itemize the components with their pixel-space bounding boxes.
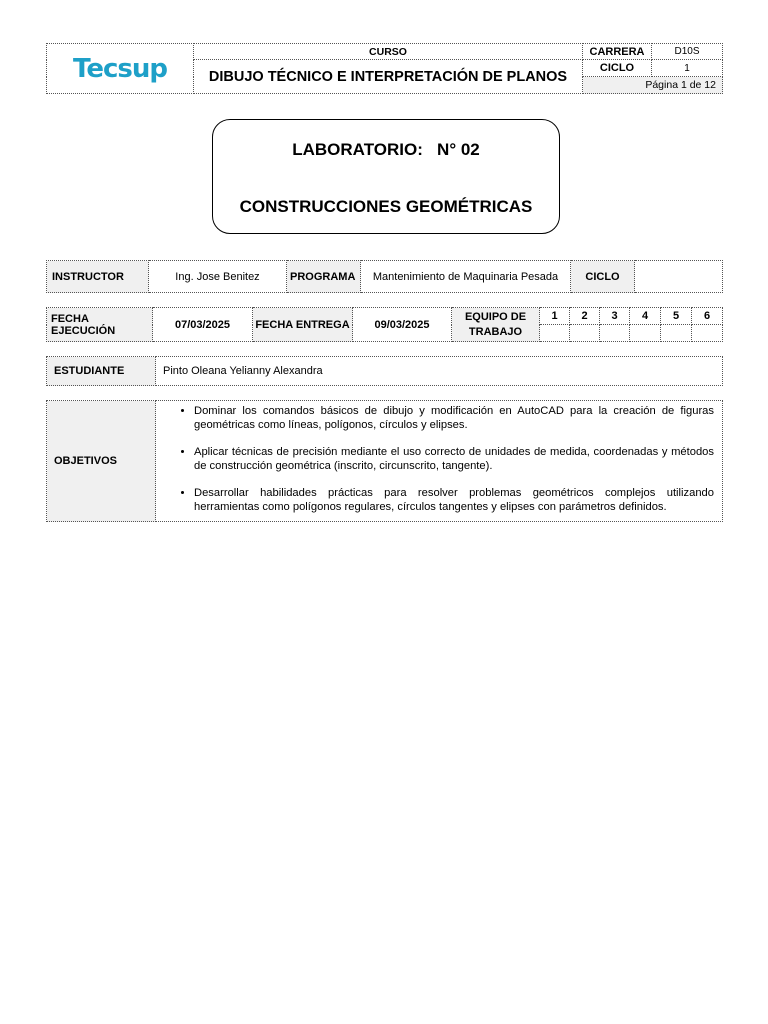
- objetivos-content: [156, 401, 723, 522]
- lab-number: LABORATORIO: N° 02: [292, 140, 480, 159]
- equipo-member-cell: [661, 325, 692, 342]
- equipo-member-cell: [600, 325, 630, 342]
- equipo-member-cell: [540, 325, 570, 342]
- fecha-entrega-value: 09/03/2025: [353, 308, 452, 342]
- carrera-label: CARRERA: [583, 44, 652, 60]
- fecha-entrega-label: FECHA ENTREGA: [253, 308, 353, 342]
- lab-subtitle: CONSTRUCCIONES GEOMÉTRICAS: [239, 197, 533, 216]
- estudiante-label: ESTUDIANTE: [47, 357, 156, 386]
- equipo-number: 2: [570, 308, 600, 325]
- fecha-ejecucion-label: FECHA EJECUCIÓN: [47, 308, 153, 342]
- tecsup-logo: Tecsup: [73, 53, 167, 84]
- equipo-member-cell: [570, 325, 600, 342]
- equipo-number: 6: [692, 308, 723, 325]
- course-title: DIBUJO TÉCNICO E INTERPRETACIÓN DE PLANOS: [194, 60, 583, 94]
- equipo-label-line1: EQUIPO DE: [464, 310, 527, 323]
- logo-cell: [47, 44, 194, 94]
- equipo-number: 5: [661, 308, 692, 325]
- page-number: Página 1 de 12: [583, 77, 723, 94]
- document-header: [46, 43, 723, 94]
- objetivo-item: • Dominar los comandos básicos de dibujo y modificación en AutoCAD para la creación de figuras geométricas como líneas, polígonos, círculos y elipses.: [194, 404, 714, 432]
- equipo-number: 3: [600, 308, 630, 325]
- ciclo-value: 1: [652, 60, 723, 77]
- equipo-number: 4: [630, 308, 661, 325]
- instructor-label: INSTRUCTOR: [47, 261, 149, 293]
- instructor-value: Ing. Jose Benitez: [149, 261, 287, 293]
- dates-table: [46, 307, 723, 342]
- lab-title-box: [212, 119, 560, 234]
- objetivos-list: [156, 404, 722, 514]
- student-table: [46, 356, 723, 386]
- ciclo-label: CICLO: [583, 60, 652, 77]
- objetivo-item: • Desarrollar habilidades prácticas para resolver problemas geométricos complejos utilizando herramientas como polígonos regulares, círculos tangentes y elipses con parámetros definidos.: [194, 486, 714, 514]
- equipo-number: 1: [540, 308, 570, 325]
- equipo-label: [452, 308, 540, 342]
- instructor-table: [46, 260, 723, 293]
- equipo-member-cell: [692, 325, 723, 342]
- objetivos-label: OBJETIVOS: [47, 401, 156, 522]
- ciclo-row-value: [635, 261, 723, 293]
- equipo-member-cell: [630, 325, 661, 342]
- fecha-ejecucion-value: 07/03/2025: [153, 308, 253, 342]
- objectives-table: [46, 400, 723, 522]
- objetivo-item: • Aplicar técnicas de precisión mediante el uso correcto de unidades de medida, coordenadas y métodos de construcción geométrica (inscrito, circunscrito, tangente).: [194, 445, 714, 473]
- ciclo-row-label: CICLO: [571, 261, 635, 293]
- programa-value: Mantenimiento de Maquinaria Pesada: [361, 261, 571, 293]
- programa-label: PROGRAMA: [287, 261, 361, 293]
- estudiante-value: Pinto Oleana Yelianny Alexandra: [156, 357, 723, 386]
- equipo-label-line2: TRABAJO: [468, 325, 523, 338]
- curso-label: CURSO: [194, 44, 583, 60]
- carrera-value: D10S: [652, 44, 723, 60]
